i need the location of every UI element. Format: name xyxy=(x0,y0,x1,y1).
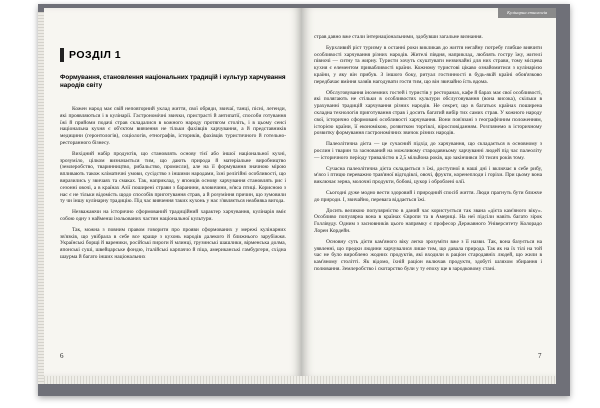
chapter-heading: РОЗДІЛ 1 xyxy=(60,48,286,62)
paragraph: Основну суть дієти кам'яного віку легко зрозуміти вже з її назви. Так, вона базується на уявленні, що предки людини харчувалися лише тим, що давала природа. Так як на їх тілі на той час не було вироблено жодних продуктів, які входили в раціон стародавніх людей, що жили в кам'яному столітті. Як відомо, їхній раціон включав продукти, здобуті шляхом збирання і полювання. Землеробство і скотарство були у ту епоху ще в зародковому стані. xyxy=(314,238,542,272)
paragraph: Обслуговування іноземних гостей і туристів у ресторанах, кафе й барах має свої особливості, які полягають не стільки в особливостях культури обслуговування (вона висока), скільки в урахуванні традицій харчування різних народів. Не секрет, що в багатьох країнах поширена складна технологія приготування страв і досить багатий вибір тих самих страв. У кожного народу свої, історично сформовані особливості харчування. Вони пов'язані з географічним положенням, історією країни, її економікою, розвитком торгівлі, віросповіданням. Розглянемо в історичному розвитку формування гастрономічних звичок різних народів. xyxy=(314,89,542,137)
paragraph: Палеолітична дієта — це сучасний підхід до харчування, що складається в основному з рослин і тварин та заснований на можливому стародавньому харчуванні людей під час палеоліту — історичного періоду тривалістю в 2,5 мільйона років, що закінчився 10 тисяч років тому. xyxy=(314,141,542,161)
running-header: Кулінарна етнологія xyxy=(498,8,556,18)
paragraph: Незважаючи на історично сформований традиційний характер харчування, кулінарія вміє собою одну з найменш ізольованих частин національної культури. xyxy=(60,209,286,222)
paragraph: Досить великою популярністю в даний час користується так звана «дієта кам'яного віку». Особливо популярна вона в країнах Європи та в Америці. На неї підсіли навіть багато зірок Голлівуду. Одним з засновників цього напрямку є професор Державного Університету Колорадо Лорен Кордейн. xyxy=(314,207,542,234)
right-page xyxy=(302,8,556,376)
right-page-text xyxy=(314,34,542,273)
page-edges-bottom xyxy=(44,376,556,384)
page-number-right: 7 xyxy=(538,352,542,360)
left-page xyxy=(44,8,302,376)
paragraph: Кожен народ має свій неповторний уклад життя, свої обряди, звичаї, танці, пісні, легенди, які проявляються і в кулінарії. Гастрономічні звички, пристрасті й антипатії, способи готування їжі й прийоми подачі страв складалися в кожного народу протягом століть, і в цьому сенсі національна кухня є об'єктом вивчення не тільки фахівців харчування, а й представників медицини (геронтологів), соціологів, етнографів, істориків, фахівців туристичного й готельно-ресторанного бізнесу. xyxy=(60,106,286,146)
paragraph: страв давно вже стали інтернаціональними, здобувши загальне визнання. xyxy=(314,34,483,40)
left-page-text xyxy=(60,48,286,261)
paragraph: Вихідний набір продуктів, що становлять основу тієї або іншої національної кухні, зрозуміло, цілком визначається тим, що дають природа й матеріальне виробництво (землеробство, тваринництво, рибальство, промисли), але на її формування значною мірою впливають також кліматичні умови, сусідство з іншими народами, їхні релігійні особливості, що виразились у звичаях та смаках. Так, наприклад, у японців основу харчування становлять рис і сезонні овочі, а в країнах Азії поширені страви з баранини, яловичини, м'яса птиці. Корисною з нас є не тільки відомість щодо способів приготування страв, а й розуміння причин, що зумовили ту чи іншу кулінарну традицію. Під час вивчення таких кухонь у нас з'являється неабияка вигода. xyxy=(60,150,286,205)
paragraph: Сучасна палеолітична дієта складається з їжі, доступної в наші дні і включає в себе рибу, м'ясо і птицю переважно трав'яної відгодівлі, овочі, фрукти, коренеплоди і горіхи. При цьому вона виключає зерна, молочні продукти, бобові, цукор і оброблені олії. xyxy=(314,165,542,186)
paragraph: Бурхливий ріст туризму в останні роки викликав до життя негайну потребу глибше вивчити особливості харчування різних народів. Жителі півдня, наприклад, люблять гостру їжу, жителі півночі — ситну та жирну. Туристи хочуть скуштувати незвичайні для них страви, тому місцева кухня є елементом привабливості країни. Кожному туристові цікаво ознайомитися з кулінарією країни, у яку він прибув. З іншого боку, ритуал гостинності в будь-якій країні обов'язково передбачає вміння хазяїв нагодувати гостя тим, що він звичайно їсть вдома. xyxy=(314,44,542,85)
page-number-left: 6 xyxy=(60,352,64,360)
section-title: Формування, становлення національних традицій і культур харчування народів світу xyxy=(60,74,286,89)
paragraph: Так, можна з повним правом говорити про прояви сформованих у мережі кулінарних зв'язків, що увібрала в себе все краще з кухонь народів далекого й ближнього зарубіжжя. Українські борщі й вареники, російські пироги й млинці, грузинські шашлики, вірменська долма, японські суші, швейцарське фондю, італійські карпаччо й піца, американські гамбургери, східна шаурма й багато інших національних xyxy=(60,226,286,260)
paragraph: Сьогодні дуже модно вести здоровий і природний спосіб життя. Люди прагнуть бути ближче до природи. І, звичайно, перевага віддається їжі. xyxy=(314,189,542,203)
